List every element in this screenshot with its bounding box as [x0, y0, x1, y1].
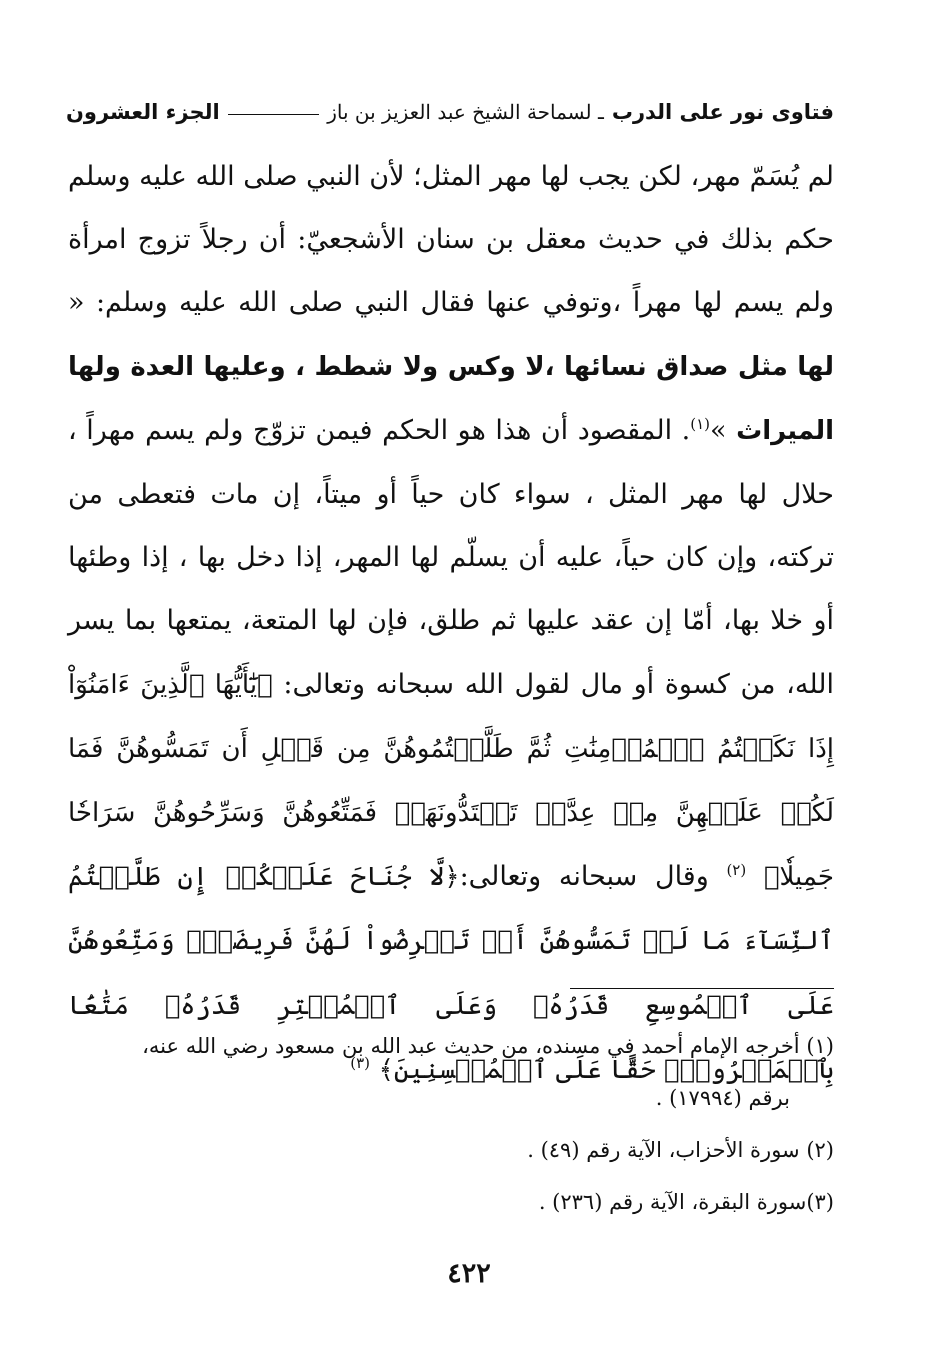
- hadith-quote: لها مثل صداق نسائها ،لا وكس ولا شطط ، وعليها العدة ولها الميراث: [68, 351, 834, 446]
- book-title: فتاوى نور على الدرب: [611, 100, 834, 124]
- paragraph-intro: لم يُسَمّ مهر، لكن يجب لها مهر المثل؛ لأن النبي صلى الله عليه وسلم حكم بذلك في حديث معقل بن سنان الأشجعيّ: أن رجلاً تزوج امرأة ولم يسم لها مهراً ،وتوفي عنها فقال النبي صلى الله عليه وسلم: «: [68, 161, 834, 319]
- running-header: [66, 92, 834, 132]
- paragraph-transition: وقال سبحانه وتعالى:: [459, 861, 709, 893]
- header-rule: [228, 114, 320, 115]
- quran-verse-ahzab: ﴿يَٰٓأَيُّهَا ٱلَّذِينَ ءَامَنُوٓاْ إِذَا نَكَحۡتُمُ ٱلۡمُؤۡمِنَٰتِ ثُمَّ طَلَّقۡتُمُوهُنَّ مِن قَبۡلِ أَن تَمَسُّوهُنَّ فَمَا لَكُمۡ عَلَيۡهِنَّ مِنۡ عِدَّةٖ تَعۡتَدُّونَهَاۖ فَمَتِّعُوهُنَّ وَسَرِّحُوهُنَّ سَرَاحٗا جَمِيلٗا﴾: [68, 669, 834, 893]
- footnote-ref-2: (٢): [726, 861, 747, 880]
- author-name: ـ لسماحة الشيخ عبد العزيز بن باز: [327, 100, 604, 124]
- footnote-1: (١) أخرجه الإمام أحمد في مسنده، من حديث عبد الله بن مسعود رضي الله عنه،: [142, 1034, 834, 1058]
- footnote-1-continued: برقم (١٧٩٩٤) .: [655, 1086, 790, 1110]
- volume-label: الجزء العشرون: [66, 100, 220, 124]
- footnote-3: (٣)سورة البقرة، الآية رقم (٢٣٦) .: [538, 1190, 834, 1214]
- footnotes: [60, 1020, 834, 1228]
- quote-close: »: [709, 414, 727, 446]
- footnote-ref-1: (١): [690, 414, 710, 433]
- footnote-separator: [570, 988, 834, 989]
- main-text: [68, 145, 834, 1102]
- footnote-ref-3: (٣): [350, 1053, 370, 1072]
- paragraph-ruling: . المقصود أن هذا هو الحكم فيمن تزوّج ولم يسم مهراً ، حلال لها مهر المثل ، سواء كان حياً أو ميتاً، إن مات فتعطى من تركته، وإن كان حياً، عليه أن يسلّم لها المهر، إذا دخل بها ، إذا وطئها أو خلا بها، أمّا إن عقد عليها ثم طلق، فإن لها المتعة، يمتعها بما يسر الله، من كسوة أو مال لقول الله سبحانه وتعالى:: [68, 414, 835, 700]
- quran-verse-baqarah: ﴿لَّا جُنَاحَ عَلَيۡكُمۡ إِن طَلَّقۡتُمُ ٱلنِّسَآءَ مَا لَمۡ تَمَسُّوهُنَّ أَوۡ تَفۡرِضُواْ لَهُنَّ فَرِيضَةٗۚ وَمَتِّعُوهُنَّ عَلَى ٱلۡمُوسِعِ قَدَرُهُۥ وَعَلَى ٱلۡمُقۡتِرِ قَدَرُهُۥ مَتَٰعَۢا بِٱلۡمَعۡرُوفِۖ حَقًّا عَلَى ٱلۡمُحۡسِنِينَ﴾: [68, 862, 834, 1085]
- footnote-2: (٢) سورة الأحزاب، الآية رقم (٤٩) .: [527, 1138, 834, 1162]
- page-number: ٤٢٢: [447, 1258, 491, 1289]
